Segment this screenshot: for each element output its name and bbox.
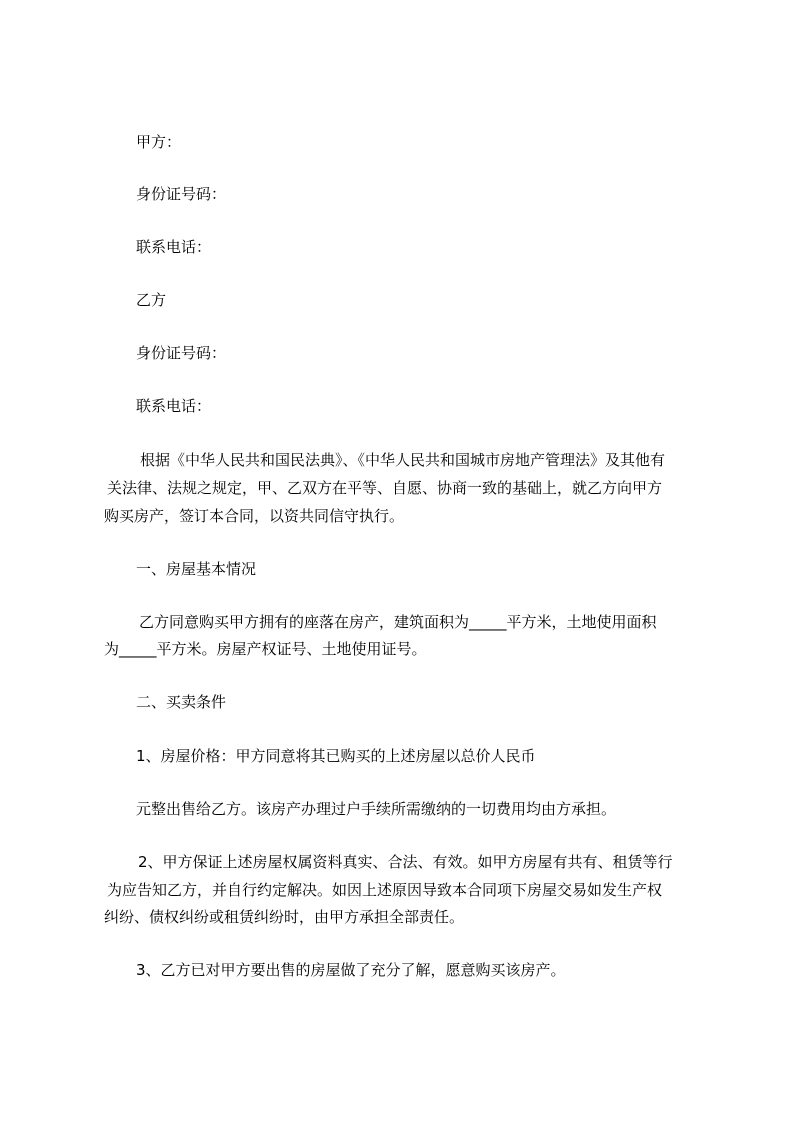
section-2-item-2-line-2: 为应告知乙方，并自行约定解决。如因上述原因导致本合同项下房屋交易如发生产权 — [107, 881, 663, 899]
section-1-line-1: 乙方同意购买甲方拥有的座落在房产，建筑面积为_____平方米，土地使用面积 — [139, 613, 657, 631]
section-2-item-3: 3、乙方已对甲方要出售的房屋做了充分了解，愿意购买该房产。 — [136, 961, 566, 979]
party-a-id-label: 身份证号码： — [136, 185, 227, 203]
section-2-item-2-line-1: 2、甲方保证上述房屋权属资料真实、合法、有效。如甲方房屋有共有、租赁等行 — [138, 853, 673, 871]
intro-line-2: 关法律、法规之规定，甲、乙双方在平等、自愿、协商一致的基础上，就乙方向甲方 — [107, 479, 663, 497]
party-a-phone-label: 联系电话： — [136, 238, 212, 256]
section-2-item-1-line-2: 元整出售给乙方。该房产办理过户手续所需缴纳的一切费用均由方承担。 — [136, 800, 617, 818]
section-2-item-2-line-3: 纠纷、债权纠纷或租赁纠纷时，由甲方承担全部责任。 — [104, 908, 465, 926]
intro-line-3: 购买房产，签订本合同，以资共同信守执行。 — [104, 507, 405, 525]
section-1-line-2: 为_____平方米。房屋产权证号、土地使用证号。 — [104, 640, 427, 658]
party-b-phone-label: 联系电话： — [136, 397, 212, 415]
intro-line-1: 根据《中华人民共和国民法典》、《中华人民共和国城市房地产管理法》及其他有 — [140, 451, 666, 469]
section-2-title: 二、买卖条件 — [136, 693, 227, 711]
section-1-title: 一、房屋基本情况 — [136, 560, 257, 578]
party-b-id-label: 身份证号码： — [136, 344, 227, 362]
party-b-label: 乙方 — [136, 291, 167, 309]
section-2-item-1-line-1: 1、房屋价格：甲方同意将其已购买的上述房屋以总价人民币 — [136, 747, 536, 765]
party-a-label: 甲方： — [136, 133, 182, 151]
